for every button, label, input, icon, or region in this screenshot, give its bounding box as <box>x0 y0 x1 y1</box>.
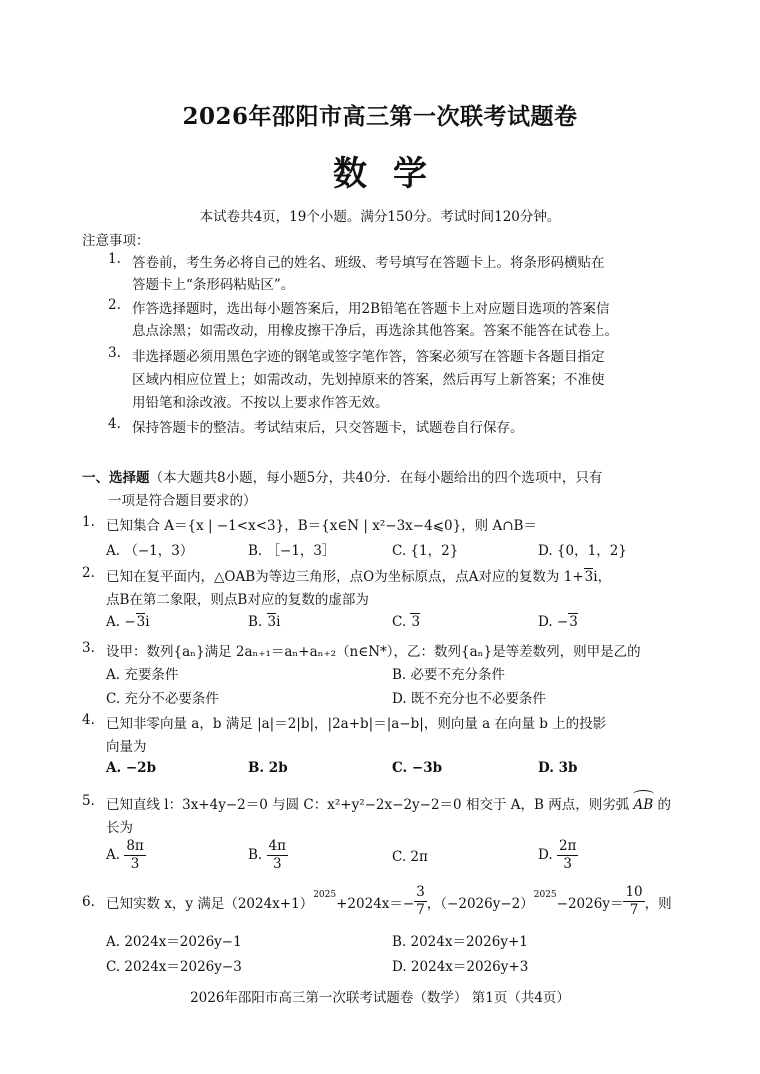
section-desc: 一项是符合题目要求的） <box>108 493 257 509</box>
page-footer: 2026年邵阳市高三第一次联考试题卷（数学） 第1页（共4页） <box>190 990 570 1006</box>
exponent: 2025 <box>533 890 557 900</box>
option-d: D. 3b <box>538 760 578 776</box>
sqrt-expr: 3 <box>584 569 594 585</box>
fraction <box>267 838 288 873</box>
option-d: D. 既不充分也不必要条件 <box>392 691 546 707</box>
notice-line: 非选择题必须用黑色字迹的钢笔或签字笔作答，答案必须写在答题卡各题目指定 <box>132 349 605 365</box>
numerator: 3 <box>416 884 425 900</box>
option-b: B. 2024x＝2026y+1 <box>392 934 528 950</box>
notice-heading: 注意事项： <box>82 233 150 249</box>
sqrt-expr: 3 <box>267 614 277 630</box>
option-label: D. <box>538 847 553 863</box>
option-a: A. 充要条件 <box>106 667 179 683</box>
subject-heading: 数学 <box>333 154 453 194</box>
exponent: 2025 <box>313 890 337 900</box>
exam-title: 2026年邵阳市高三第一次联考试题卷 <box>182 103 578 130</box>
question-text: 已知集合 A＝{x | −1<x<3}，B＝{x∈N | x²−3x−4⩽0}，则 A∩B＝ <box>106 518 537 534</box>
option-b: B. 必要不充分条件 <box>392 667 506 683</box>
question-text: 长为 <box>106 820 133 836</box>
notice-line: 保持答题卡的整洁。考试结束后，只交答题卡，试题卷自行保存。 <box>132 420 524 436</box>
notice-number: 3. <box>108 345 121 361</box>
arc-notation <box>634 797 654 813</box>
option-c: C. −3b <box>392 760 443 776</box>
question-text <box>106 884 672 919</box>
option-c: C. 充分不必要条件 <box>106 691 219 707</box>
numerator: 4π <box>268 838 286 854</box>
option-c: C. 2π <box>392 849 428 865</box>
question-text-part: 已知直线 l：3x+4y−2＝0 与圆 C：x²+y²−2x−2y−2＝0 相交于 A，B 两点，则劣弧 <box>106 797 630 813</box>
fraction <box>623 884 644 919</box>
numerator: 2π <box>558 838 577 854</box>
option-a: A. −2b <box>106 760 157 776</box>
section-desc: （本大题共8小题，每小题5分，共40分．在每小题给出的四个选项中，只有 <box>149 470 603 486</box>
question-text: 点B在第二象限，则点B对应的复数的虚部为 <box>106 592 369 608</box>
option-label: B. <box>248 614 267 630</box>
question-number: 6. <box>82 894 95 910</box>
question-text <box>106 565 611 585</box>
option-label: A. − <box>106 614 136 630</box>
notice-line: 答卷前，考生务必将自己的姓名、班级、考号填写在答题卡上。将条形码横贴在 <box>132 255 605 271</box>
question-text: 已知非零向量 a，b 满足 |a|＝2|b|，|2a+b|＝|a−b|，则向量 a 在向量 b 上的投影 <box>106 716 607 732</box>
sqrt-expr: 3 <box>136 614 146 630</box>
option-d: D. 2024x＝2026y+3 <box>392 959 529 975</box>
notice-line: 息点涂黑；如需改动，用橡皮擦干净后，再选涂其他答案。答案不能答在试卷上。 <box>132 323 618 339</box>
question-number: 3. <box>82 640 95 656</box>
option-d <box>538 614 578 630</box>
exam-info: 本试卷共4页，19个小题。满分150分。考试时间120分钟。 <box>199 209 561 225</box>
fraction <box>124 838 145 873</box>
option-b <box>248 838 288 873</box>
notice-line: 用铅笔和涂改液。不按以上要求作答无效。 <box>132 395 389 411</box>
denominator: 3 <box>563 856 572 872</box>
option-label: B. <box>248 847 263 863</box>
question-text: 设甲：数列{aₙ}满足 2aₙ₊₁＝aₙ+aₙ₊₂（n∈N*），乙：数列{aₙ}是等差数列，则甲是乙的 <box>106 644 641 660</box>
question-text-part: 已知实数 x，y 满足（2024x+1） <box>106 895 314 912</box>
question-text: 向量为 <box>106 739 147 755</box>
option-label: A. <box>106 847 121 863</box>
numerator: 8π <box>126 838 144 854</box>
question-text <box>106 793 671 813</box>
question-number: 5. <box>82 793 95 809</box>
option-a: A. （−1，3） <box>106 543 194 559</box>
imaginary-unit: i <box>276 614 281 630</box>
option-d: D. {0，1，2} <box>538 543 627 559</box>
arc-label: AB <box>633 797 654 813</box>
notice-line: 作答选择题时，选出每小题答案后，用2B铅笔在答题卡上对应题目选项的答案信 <box>132 301 610 317</box>
option-a <box>106 614 150 630</box>
section-header <box>82 466 602 486</box>
sqrt-expr: 3 <box>411 614 421 630</box>
denominator: 3 <box>130 856 140 872</box>
section-label: 一、选择题 <box>82 470 150 486</box>
option-b: B. 2b <box>248 760 288 776</box>
numerator: 10 <box>625 884 643 900</box>
arc-symbol <box>633 790 655 799</box>
notice-number: 1. <box>108 251 121 267</box>
option-label: D. − <box>538 614 569 630</box>
notice-number: 2. <box>108 297 121 313</box>
punct: ， <box>597 569 612 585</box>
option-b: B. ［−1，3］ <box>248 543 336 559</box>
imaginary-unit: i <box>145 614 150 630</box>
notice-line: 区域内相应位置上；如需改动，先划掉原来的答案，然后再写上新答案；不准使 <box>132 372 605 388</box>
notice-line: 答题卡上“条形码粘贴区”。 <box>132 277 295 293</box>
question-text-part: +2024x＝− <box>336 895 415 912</box>
denominator: 3 <box>272 856 282 872</box>
fraction <box>557 838 578 873</box>
question-number: 2. <box>82 565 95 581</box>
question-text-part: ，（−2026y−2） <box>426 895 534 912</box>
question-number: 1. <box>82 514 95 530</box>
question-number: 4. <box>82 712 95 728</box>
option-c <box>392 614 420 630</box>
option-d <box>538 838 578 873</box>
option-b <box>248 614 280 630</box>
option-c: C. {1，2} <box>392 543 459 559</box>
notice-number: 4. <box>108 416 121 432</box>
denominator: 7 <box>416 902 425 918</box>
fraction <box>414 884 427 919</box>
sqrt-expr: 3 <box>569 614 578 630</box>
imaginary-unit: i <box>593 569 598 585</box>
option-a <box>106 838 146 873</box>
denominator: 7 <box>629 902 639 918</box>
option-c: C. 2024x＝2026y−3 <box>106 959 242 975</box>
option-label: C. <box>392 614 411 630</box>
question-text-part: 已知在复平面内，△OAB为等边三角形，点O为坐标原点，点A对应的复数为 1+ <box>106 569 584 585</box>
question-text-part: 的 <box>657 797 671 813</box>
question-text-part: ，则 <box>644 895 672 912</box>
option-a: A. 2024x＝2026y−1 <box>106 934 242 950</box>
question-text-part: −2026y＝ <box>556 895 624 912</box>
